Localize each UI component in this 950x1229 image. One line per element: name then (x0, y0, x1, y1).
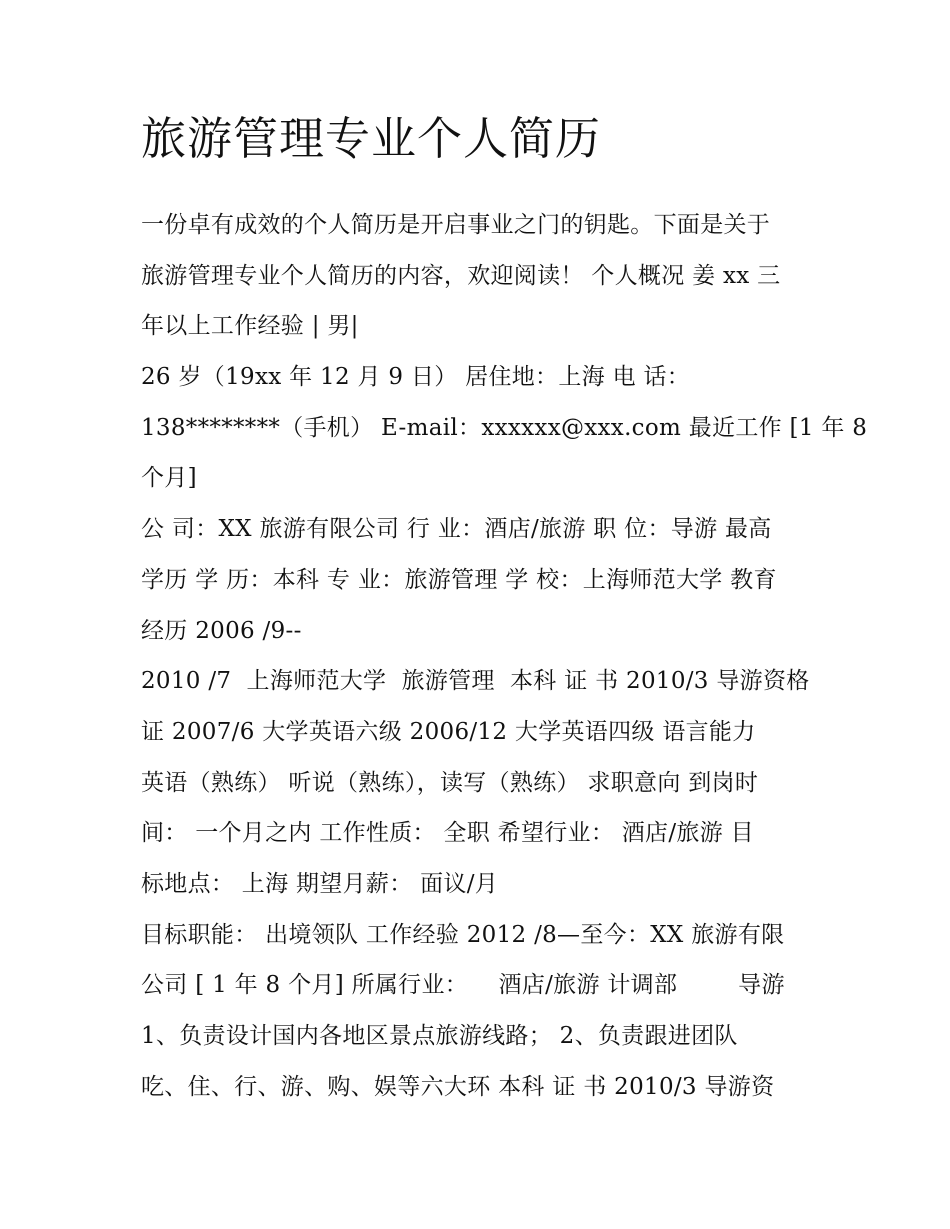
body-line-18: 吃、住、行、游、购、娱等六大环 本科 证 书 2010/3 导游资 (141, 1073, 775, 1100)
body-line-17: 1、负责设计国内各地区景点旅游线路； 2、负责跟进团队 (141, 1023, 738, 1049)
body-line-14: 标地点： 上海 期望月薪： 面议/月 (141, 870, 499, 897)
body-line-15: 目标职能： 出境领队 工作经验 2012 /8—至今：XX 旅游有限 (141, 921, 785, 948)
body-line-2: 旅游管理专业个人简历的内容，欢迎阅读！ 个人概况 姜 xx 三 (141, 262, 781, 289)
body-line-8: 学历 学 历：本科 专 业：旅游管理 学 校：上海师范大学 教育 (141, 566, 777, 593)
body-line-11: 证 2007/6 大学英语六级 2006/12 大学英语四级 语言能力 (141, 718, 756, 745)
body-line-10: 2010 /7 上海师范大学 旅游管理 本科 证 书 2010/3 导游资格 (141, 668, 810, 695)
body-line-16: 公司 [ 1 年 8 个月] 所属行业： 酒店/旅游 计调部 导游 (141, 972, 785, 999)
body-line-5: 138********（手机） E-mail：xxxxxx@xxx.com 最近工作 [1 年 8 (141, 414, 868, 441)
body-line-12: 英语（熟练） 听说（熟练），读写（熟练） 求职意向 到岗时 (141, 769, 759, 796)
body-line-9: 经历 2006 /9-- (141, 617, 302, 644)
body-line-7: 公 司：XX 旅游有限公司 行 业：酒店/旅游 职 位：导游 最高 (141, 516, 772, 543)
body-line-6: 个月] (141, 465, 197, 492)
body-line-4: 26 岁（19xx 年 12 月 9 日） 居住地：上海 电 话： (141, 364, 691, 391)
body-line-1: 一份卓有成效的个人简历是开启事业之门的钥匙。下面是关于 (141, 212, 771, 238)
document-title: 旅游管理专业个人简历 (141, 112, 602, 165)
document-body (141, 200, 868, 1112)
body-line-13: 间： 一个月之内 工作性质： 全职 希望行业： 酒店/旅游 目 (141, 820, 754, 847)
body-line-3: 年以上工作经验 | 男| (141, 313, 359, 340)
